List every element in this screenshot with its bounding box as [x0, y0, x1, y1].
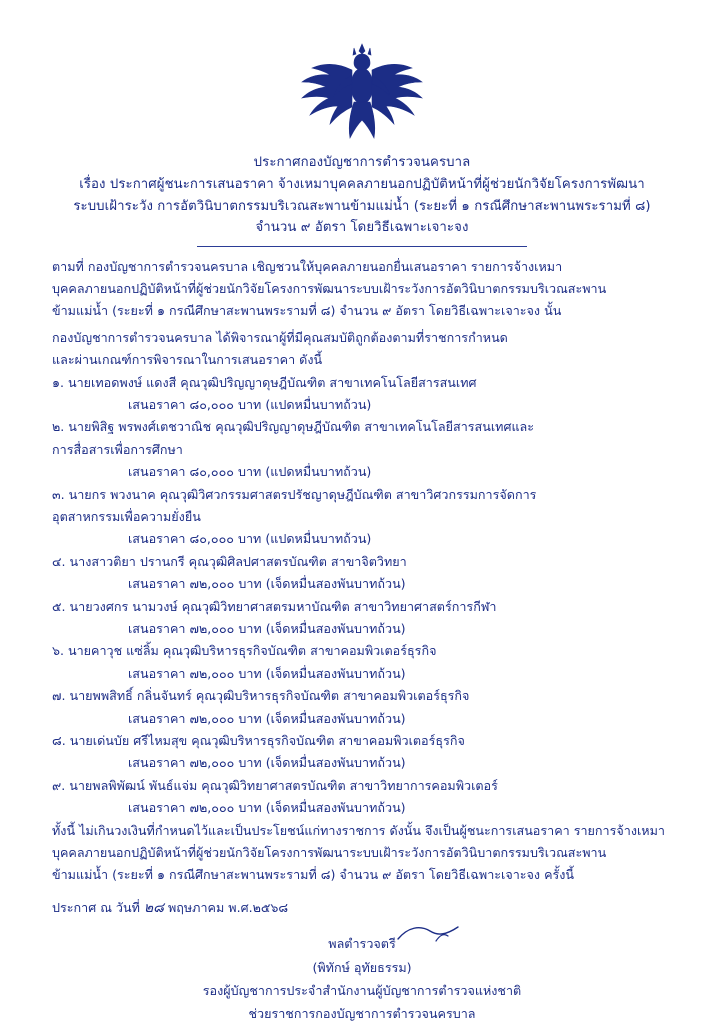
signature-position-line-2: ช่วยราชการกองบัญชาการตำรวจนครบาล [248, 1005, 476, 1021]
list-item-price: เสนอราคา ๗๒,๐๐๐ บาท (เจ็ดหมื่นสองพันบาทถ้วน) [128, 665, 406, 681]
list-item: ๔. นางสาวติยา ปรานกรี คุณวุฒิศิลปศาสตรบัณฑิต สาขาจิตวิทยา [52, 553, 407, 569]
paragraph-2-line-1: กองบัญชาการตำรวจนครบาล ได้พิจารณาผู้ที่มีคุณสมบัติถูกต้องตามที่ราชการกำหนด [52, 329, 508, 345]
paragraph-2-line-2: และผ่านเกณฑ์การพิจารณาในการเสนอราคา ดังนี้ [52, 352, 323, 368]
list-item-price: เสนอราคา ๗๒,๐๐๐ บาท (เจ็ดหมื่นสองพันบาทถ้วน) [128, 755, 406, 771]
paragraph-1-line-2: บุคคลภายนอกปฏิบัติหน้าที่ผู้ช่วยนักวิจัยโครงการพัฒนาระบบเฝ้าระวังการอัตวินิบาตกรรมบริเวณสะพาน [52, 280, 607, 296]
list-item: ๕. นายวงศกร นามวงษ์ คุณวุฒิวิทยาศาสตรมหาบัณฑิต สาขาวิทยาศาสตร์การกีฬา [52, 598, 497, 614]
handwritten-signature-icon [396, 923, 462, 945]
signature-name: (พิทักษ์ อุทัยธรรม) [312, 960, 412, 976]
list-item: ๖. นายคาวุช แซ่ลิ้ม คุณวุฒิบริหารธุรกิจบัณฑิต สาขาคอมพิวเตอร์ธุรกิจ [52, 643, 437, 659]
signature-position-line-1: รองผู้บัญชาการประจำสำนักงานผู้บัญชาการตำรวจแห่งชาติ [202, 983, 522, 999]
list-item: ๙. นายพลพิพัฒน์ พันธ์แจ่ม คุณวุฒิวิทยาศาสตรบัณฑิต สาขาวิทยาการคอมพิวเตอร์ [52, 777, 498, 793]
garuda-emblem-icon [296, 34, 428, 146]
closing-line-2: บุคคลภายนอกปฏิบัติหน้าที่ผู้ช่วยนักวิจัยโครงการพัฒนาระบบเฝ้าระวังการอัตวินิบาตกรรมบริเวณสะพาน [52, 845, 607, 861]
heading-line-1: ประกาศกองบัญชาการตำรวจนครบาล [253, 155, 471, 170]
list-item-price: เสนอราคา ๘๐,๐๐๐ บาท (แปดหมื่นบาทถ้วน) [128, 396, 372, 412]
list-item-price: เสนอราคา ๗๒,๐๐๐ บาท (เจ็ดหมื่นสองพันบาทถ้วน) [128, 576, 406, 592]
signature-rank: พลตำรวจตรี [328, 935, 396, 951]
list-item: ๓. นายกร พวงนาค คุณวุฒิวิศวกรรมศาสตรปรัชญาดุษฎีบัณฑิต สาขาวิศวกรรมการจัดการ [52, 486, 537, 502]
closing-line-3: ข้ามแม่น้ำ (ระยะที่ ๑ กรณีศึกษาสะพานพระรามที่ ๘) จำนวน ๙ อัตรา โดยวิธีเฉพาะเจาะจง ครั้งนี้ [52, 867, 575, 883]
announcement-date [52, 896, 672, 921]
list-item-continued: อุตสาหกรรมเพื่อความยั่งยืน [52, 508, 201, 524]
heading-line-3: ระบบเฝ้าระวัง การอัตวินิบาตกรรมบริเวณสะพานข้ามแม่น้ำ (ระยะที่ ๑ กรณีศึกษาสะพานพระรามที่ ๘) [73, 198, 651, 214]
signature-block [52, 933, 672, 1025]
date-year: พ.ศ.๒๕๖๘ [228, 899, 289, 915]
document-body [52, 256, 672, 921]
winner-list [52, 372, 672, 820]
divider [197, 246, 527, 247]
closing-line-1: ทั้งนี้ ไม่เกินวงเงินที่กำหนดไว้และเป็นประโยชน์แก่ทางราชการ ดังนั้น จึงเป็นผู้ชนะการเสนอราคา รายการจ้างเหมา [52, 822, 665, 838]
paragraph-1-line-3: ข้ามแม่น้ำ (ระยะที่ ๑ กรณีศึกษาสะพานพระรามที่ ๘) จำนวน ๙ อัตรา โดยวิธีเฉพาะเจาะจง นั้น [52, 303, 562, 319]
heading-line-2: เรื่อง ประกาศผู้ชนะการเสนอราคา จ้างเหมาบุคคลภายนอกปฏิบัติหน้าที่ผู้ช่วยนักวิจัยโครงการพัฒนา [79, 177, 645, 193]
list-item: ๒. นายพิสิฐ พรพงศ์เตชวาณิช คุณวุฒิปริญญาดุษฎีบัณฑิต สาขาเทคโนโลยีสารสนเทศและ [52, 419, 535, 435]
list-item-price: เสนอราคา ๗๒,๐๐๐ บาท (เจ็ดหมื่นสองพันบาทถ้วน) [128, 710, 406, 726]
list-item-price: เสนอราคา ๘๐,๐๐๐ บาท (แปดหมื่นบาทถ้วน) [128, 531, 372, 547]
date-day: ๒๘ [143, 899, 164, 916]
signature-rank-row [328, 933, 395, 956]
list-item: ๘. นายเด่นบัย ศรีไหมสุข คุณวุฒิบริหารธุรกิจบัณฑิต สาขาคอมพิวเตอร์ธุรกิจ [52, 733, 465, 749]
heading-line-4: จำนวน ๙ อัตรา โดยวิธีเฉพาะเจาะจง [255, 220, 469, 236]
list-item-price: เสนอราคา ๘๐,๐๐๐ บาท (แปดหมื่นบาทถ้วน) [128, 464, 372, 480]
date-prefix: ประกาศ ณ วันที่ [52, 899, 140, 915]
list-item-continued: การสื่อสารเพื่อการศึกษา [52, 441, 183, 457]
date-month: พฤษภาคม [167, 899, 225, 915]
list-item: ๗. นายพพสิทธิ์ กลิ่นจันทร์ คุณวุฒิบริหารธุรกิจบัณฑิต สาขาคอมพิวเตอร์ธุรกิจ [52, 688, 470, 704]
list-item: ๑. นายเทอดพงษ์ แดงสี คุณวุฒิปริญญาดุษฎีบัณฑิต สาขาเทคโนโลยีสารสนเทศ [52, 374, 477, 390]
list-item-price: เสนอราคา ๗๒,๐๐๐ บาท (เจ็ดหมื่นสองพันบาทถ้วน) [128, 800, 406, 816]
emblem-container [52, 34, 672, 146]
paragraph-1-line-1: ตามที่ กองบัญชาการตำรวจนครบาล เชิญชวนให้บุคคลภายนอกยื่นเสนอราคา รายการจ้างเหมา [52, 258, 563, 274]
document-heading [52, 152, 672, 239]
list-item-price: เสนอราคา ๗๒,๐๐๐ บาท (เจ็ดหมื่นสองพันบาทถ้วน) [128, 621, 406, 636]
